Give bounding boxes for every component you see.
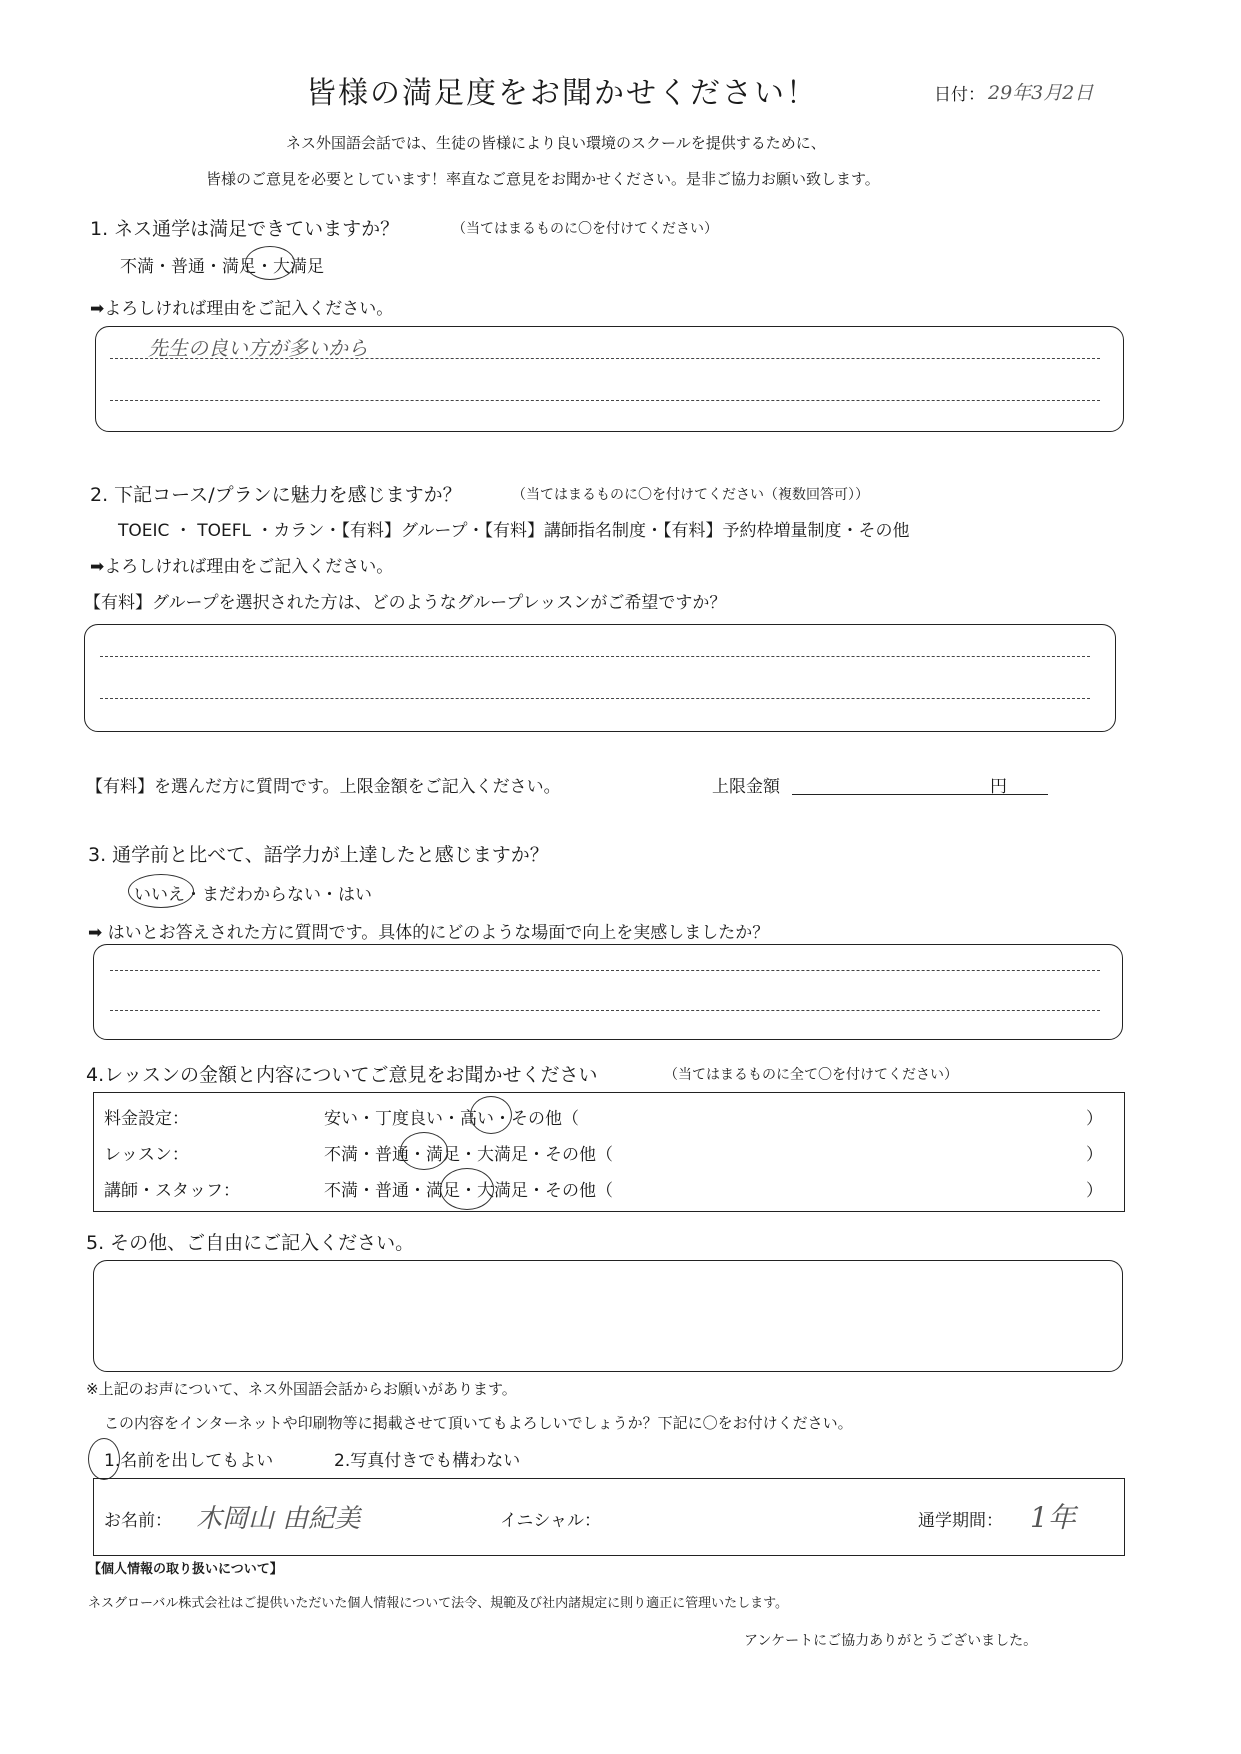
q2-group-prompt: 【有料】グループを選択された方は、どのようなグループレッスンがご希望ですか？	[84, 593, 727, 613]
q1-reason-prompt: ➡よろしければ理由をご記入ください。	[90, 299, 394, 319]
q4-row-1-options[interactable]: 安い・丁度良い・高い・その他（	[324, 1109, 579, 1129]
q4-row-1-label: 料金設定：	[104, 1109, 189, 1129]
name-label: お名前：	[104, 1511, 172, 1531]
intro-line-2: 皆様のご意見を必要としています！率直なご意見をお聞かせください。是非ご協力お願い致します。	[206, 170, 880, 188]
q1-question: 1. ネス通学は満足できていますか？	[90, 218, 400, 240]
q2-line-1	[100, 656, 1090, 657]
q4-row-3-circle	[440, 1168, 494, 1210]
q4-row-1-circle	[470, 1096, 512, 1134]
q4-question: 4.レッスンの金額と内容についてご意見をお聞かせください	[86, 1064, 598, 1086]
period-value[interactable]: 1年	[1030, 1501, 1076, 1534]
q4-row-3-label: 講師・スタッフ：	[104, 1181, 240, 1201]
period-label: 通学期間：	[918, 1511, 1003, 1531]
q1-hint: （当てはまるものに〇を付けてください）	[452, 221, 718, 237]
q3-answer-box[interactable]	[93, 944, 1123, 1040]
q4-row-3-options[interactable]: 不満・普通・満足・大満足・その他（	[324, 1181, 613, 1201]
q3-line-2	[110, 1010, 1100, 1011]
thanks-text: アンケートにご協力ありがとうございました。	[744, 1633, 1038, 1649]
q2-hint: （当てはまるものに〇を付けてください（複数回答可））	[512, 487, 869, 503]
q2-limit-field[interactable]	[792, 794, 1048, 795]
q3-question: 3. 通学前と比べて、語学力が上達したと感じますか？	[88, 844, 549, 866]
date-label: 日付：	[934, 85, 985, 105]
consent-option-1[interactable]: 1.名前を出してもよい	[104, 1451, 274, 1471]
q3-options[interactable]: いいえ・まだわからない・はい	[134, 885, 372, 905]
consent-selected-circle	[88, 1438, 120, 1480]
date-value[interactable]: 29年3月2日	[988, 82, 1094, 104]
privacy-text: ネスグローバル株式会社はご提供いただいた個人情報について法令、規範及び社内諸規定に則り適正に管理いたします。	[88, 1596, 789, 1611]
q2-options[interactable]: TOEIC ・ TOEFL ・カラン・【有料】グループ・【有料】講師指名制度・【有料】予約枠増量制度・その他	[118, 521, 910, 541]
q2-line-2	[100, 698, 1090, 699]
q1-reason-answer[interactable]: 先生の良い方が多いから	[148, 336, 368, 360]
intro-line-1: ネス外国語会話では、生徒の皆様により良い環境のスクールを提供するために、	[286, 134, 826, 152]
q2-limit-unit: 円	[990, 777, 1007, 797]
page-title: 皆様の満足度をお聞かせください！	[306, 76, 818, 111]
q2-limit-label: 上限金額	[712, 777, 780, 797]
q5-question: 5. その他、ご自由にご記入ください。	[86, 1232, 415, 1254]
q1-line-2	[110, 400, 1100, 401]
q4-row-2-close: ）	[1086, 1145, 1103, 1165]
q4-row-2-options[interactable]: 不満・普通・満足・大満足・その他（	[324, 1145, 613, 1165]
q4-row-1-close: ）	[1086, 1109, 1103, 1129]
q3-selected-circle	[128, 874, 194, 908]
q3-line-1	[110, 970, 1100, 971]
privacy-title: 【個人情報の取り扱いについて】	[88, 1562, 283, 1577]
q4-row-3-close: ）	[1086, 1181, 1103, 1201]
q2-question: 2. 下記コース/プランに魅力を感じますか？	[90, 484, 462, 506]
consent-option-2[interactable]: 2.写真付きでも構わない	[334, 1451, 521, 1471]
q4-hint: （当てはまるものに全て〇を付けてください）	[664, 1067, 958, 1083]
q2-group-box[interactable]	[84, 624, 1116, 732]
consent-note: ※上記のお声について、ネス外国語会話からお願いがあります。	[86, 1380, 517, 1398]
q2-limit-prompt: 【有料】を選んだ方に質問です。上限金額をご記入ください。	[86, 777, 561, 797]
q5-answer-box[interactable]	[93, 1260, 1123, 1372]
name-value[interactable]: 木岡山 由紀美	[196, 1504, 361, 1534]
q1-selected-circle	[245, 246, 295, 280]
initial-label: イニシャル：	[500, 1511, 601, 1531]
q3-followup: ➡ はいとお答えされた方に質問です。具体的にどのような場面で向上を実感しましたか？	[88, 923, 770, 943]
q1-options[interactable]: 不満・普通・満足・大満足	[120, 257, 324, 277]
consent-request: この内容をインターネットや印刷物等に掲載させて頂いてもよろしいでしょうか？下記に〇をお付けください。	[104, 1414, 853, 1432]
q4-row-2-label: レッスン：	[104, 1145, 189, 1165]
q2-reason-prompt: ➡よろしければ理由をご記入ください。	[90, 557, 394, 577]
q4-row-2-circle	[400, 1132, 448, 1170]
